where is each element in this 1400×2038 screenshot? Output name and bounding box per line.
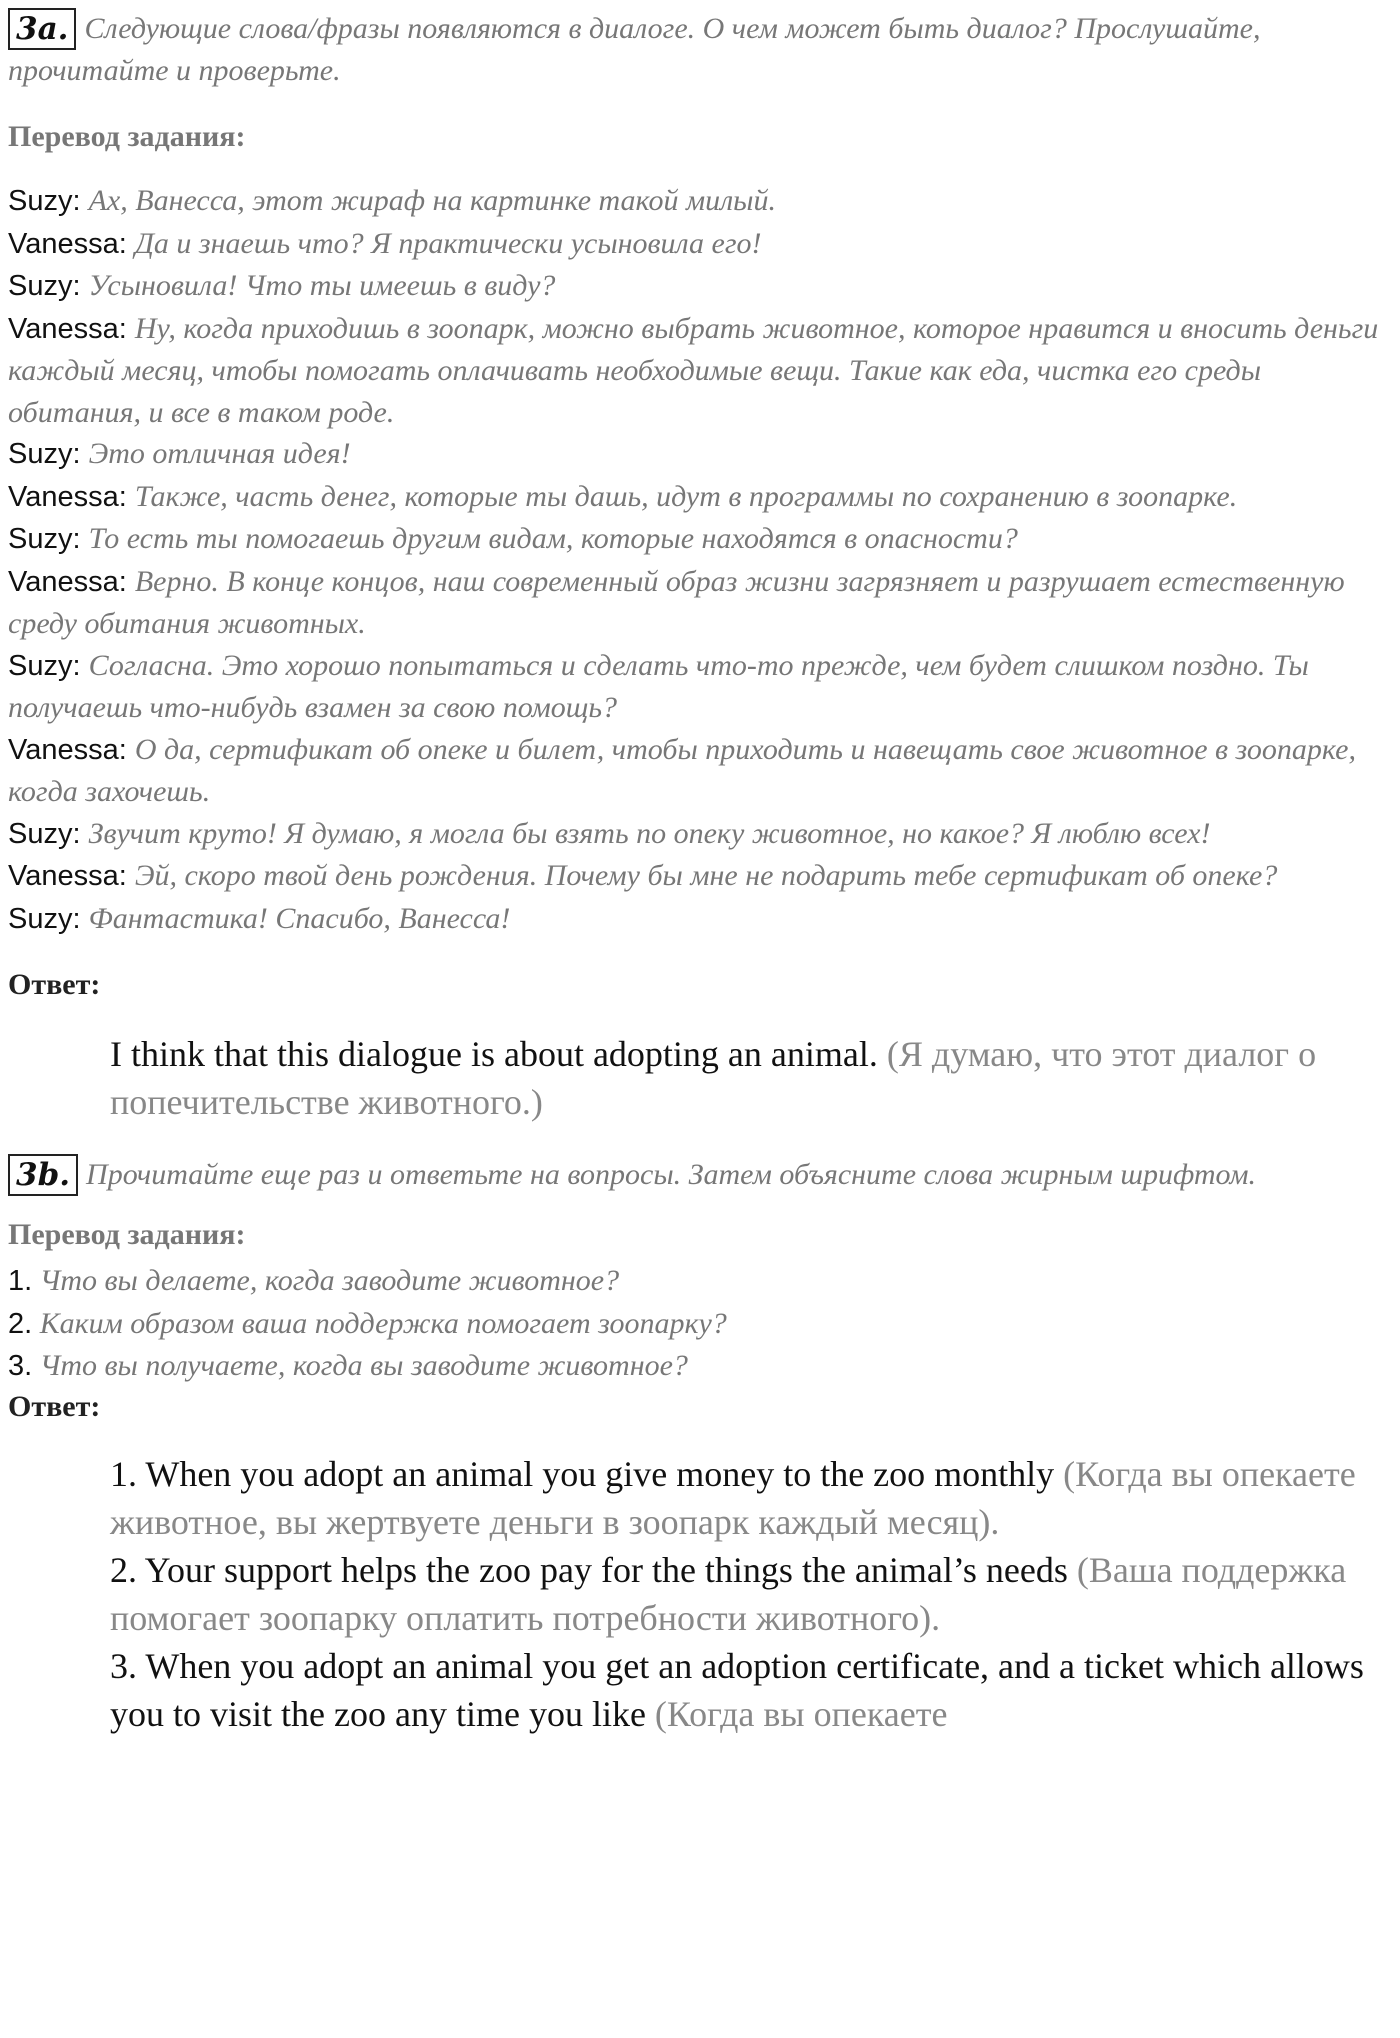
dialogue	[8, 180, 1392, 940]
speaker-name: Suzy	[8, 523, 73, 555]
dialogue-line	[8, 223, 1392, 266]
dialogue-line	[8, 476, 1392, 519]
speaker-name: Vanessa	[8, 227, 119, 260]
utterance: Звучит круто! Я думаю, я могла бы взять по опеку животное, но какое? Я люблю всех!	[88, 816, 1211, 850]
speaker-name: Suzy	[8, 438, 73, 470]
speaker-colon: :	[72, 270, 89, 302]
dialogue-line	[8, 645, 1392, 729]
utterance: Усыновила! Что ты имеешь в виду?	[88, 269, 556, 302]
speaker-colon: :	[118, 565, 135, 598]
translation-label: Перевод задания:	[8, 1218, 246, 1251]
utterance: Согласна. Это хорошо попытаться и сделать что-то прежде, чем будет слишком поздно. Ты получаешь что-нибудь взамен за свою помощь?	[8, 648, 1309, 724]
answer-russian: (Ваша поддержка помогает зоопарку оплатить потребности животного).	[110, 1549, 1347, 1638]
answer-russian: (Когда вы опекаете	[654, 1693, 948, 1734]
question-item	[8, 1345, 1392, 1388]
question-number: 2.	[8, 1307, 33, 1340]
speaker-colon: :	[118, 312, 135, 345]
question-number: 1.	[8, 1265, 33, 1297]
speaker-colon: :	[72, 523, 89, 555]
task-number: 3a.	[8, 8, 76, 50]
dialogue-line	[8, 265, 1392, 308]
answer-item	[110, 1450, 1372, 1546]
question-item	[8, 1260, 1392, 1303]
dialogue-line	[8, 729, 1392, 813]
speaker-name: Suzy	[8, 649, 73, 682]
answer-english: 1. When you adopt an animal you give money to the zoo monthly	[110, 1453, 1055, 1494]
dialogue-line	[8, 180, 1392, 223]
utterance: Ах, Ванесса, этот жираф на картинке такой милый.	[88, 184, 776, 217]
answer-english: 2. Your support helps the zoo pay for the things the animal’s needs	[110, 1549, 1068, 1590]
translation-label: Перевод задания:	[8, 120, 246, 153]
answer-russian: (Когда вы опекаете животное, вы жертвуете деньги в зоопарк каждый месяц).	[110, 1453, 1356, 1542]
speaker-name: Vanessa	[8, 565, 119, 598]
answer-item	[110, 1642, 1372, 1738]
speaker-colon: :	[72, 902, 89, 935]
speaker-name: Suzy	[8, 817, 73, 850]
question-text: Что вы получаете, когда вы заводите животное?	[39, 1349, 688, 1382]
utterance: Это отличная идея!	[88, 437, 351, 470]
dialogue-line	[8, 813, 1392, 856]
answer-item	[110, 1546, 1372, 1642]
question-text: Каким образом ваша поддержка помогает зоопарку?	[39, 1306, 727, 1340]
dialogue-line	[8, 855, 1392, 898]
task-3a	[8, 8, 1392, 92]
utterance: Да и знаешь что? Я практически усыновила его!	[134, 226, 762, 260]
utterance: Ну, когда приходишь в зоопарк, можно выбрать животное, которое нравится и вносить деньги каждый месяц, чтобы помогать оплачивать необходимые вещи. Такие как еда, чистка его среды обитания, и все в таком роде.	[8, 311, 1379, 429]
dialogue-line	[8, 518, 1392, 561]
questions-list	[8, 1260, 1392, 1388]
answer-english: 3. When you adopt an animal you get an adoption certificate, and a ticket which allows you to visit the zoo any time you like	[110, 1645, 1364, 1734]
speaker-name: Suzy	[8, 270, 73, 302]
dialogue-line	[8, 898, 1392, 941]
speaker-name: Vanessa	[8, 312, 119, 345]
speaker-colon: :	[118, 860, 135, 892]
speaker-colon: :	[118, 227, 135, 260]
dialogue-line	[8, 433, 1392, 476]
answer-label: Ответ:	[8, 1389, 101, 1423]
utterance: Также, часть денег, которые ты дашь, идут в программы по сохранению в зоопарке.	[134, 479, 1238, 513]
answer-3a	[8, 1030, 1392, 1126]
dialogue-line	[8, 308, 1392, 434]
speaker-name: Vanessa	[8, 733, 119, 766]
utterance: Эй, скоро твой день рождения. Почему бы мне не подарить тебе сертификат об опеке?	[134, 859, 1278, 892]
speaker-name: Vanessa	[8, 480, 119, 513]
speaker-colon: :	[118, 480, 135, 513]
utterance: О да, сертификат об опеке и билет, чтобы приходить и навещать свое животное в зоопарке, когда захочешь.	[8, 732, 1356, 808]
speaker-name: Suzy	[8, 902, 73, 935]
task-3b	[8, 1154, 1392, 1196]
speaker-colon: :	[72, 817, 89, 850]
task-instruction: Следующие слова/фразы появляются в диалоге. О чем может быть диалог? Прослушайте, прочитайте и проверьте.	[8, 12, 1261, 87]
question-text: Что вы делаете, когда заводите животное?	[39, 1264, 620, 1297]
speaker-colon: :	[72, 649, 89, 682]
dialogue-line	[8, 561, 1392, 645]
answers-3b	[8, 1450, 1392, 1738]
task-instruction: Прочитайте еще раз и ответьте на вопросы. Затем объясните слова жирным шрифтом.	[86, 1158, 1257, 1191]
speaker-name: Vanessa	[8, 860, 119, 892]
answer-russian: (Я думаю, что этот диалог о попечительстве животного.)	[110, 1034, 1317, 1122]
question-item	[8, 1303, 1392, 1346]
answer-label: Ответ:	[8, 968, 101, 1001]
answer-english: I think that this dialogue is about adopting an animal.	[110, 1034, 878, 1074]
speaker-colon: :	[118, 733, 135, 766]
task-number: 3b.	[8, 1154, 78, 1196]
utterance: То есть ты помогаешь другим видам, которые находятся в опасности?	[88, 522, 1018, 555]
speaker-colon: :	[72, 438, 89, 470]
utterance: Верно. В конце концов, наш современный образ жизни загрязняет и разрушает естественную среду обитания животных.	[8, 564, 1345, 640]
speaker-name: Suzy	[8, 185, 73, 217]
question-number: 3.	[8, 1350, 33, 1382]
speaker-colon: :	[72, 185, 89, 217]
utterance: Фантастика! Спасибо, Ванесса!	[88, 901, 511, 935]
